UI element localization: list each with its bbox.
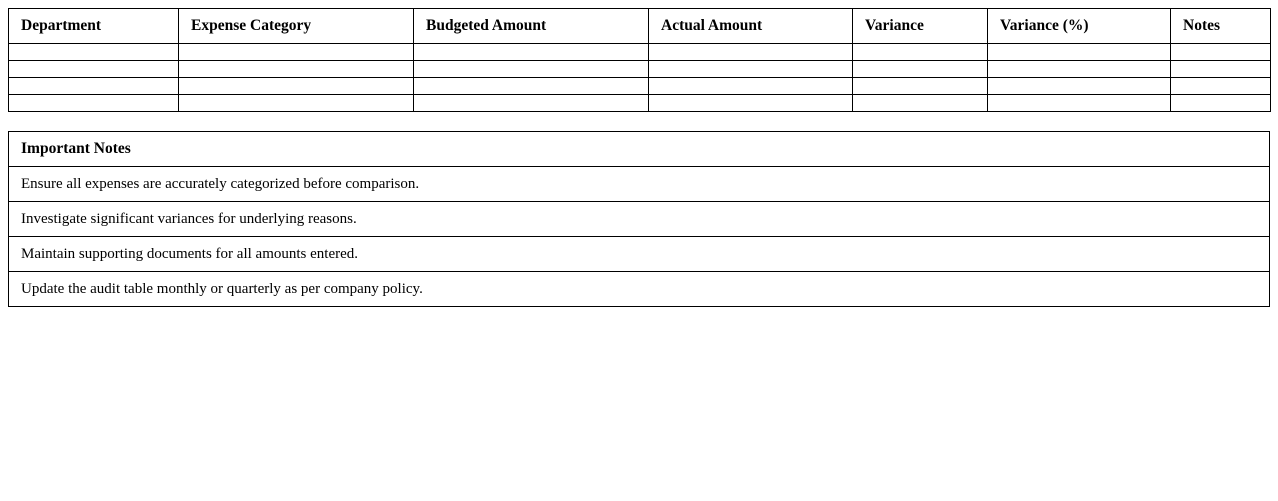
- notes-row: [9, 272, 1270, 307]
- table-cell: [649, 44, 853, 61]
- table-cell: [9, 78, 179, 95]
- notes-row: [9, 202, 1270, 237]
- expense-audit-table: [8, 8, 1271, 112]
- notes-row: [9, 237, 1270, 272]
- note-item: Ensure all expenses are accurately categorized before comparison.: [9, 167, 1270, 202]
- table-cell: [649, 95, 853, 112]
- table-cell: [649, 78, 853, 95]
- table-cell: [988, 61, 1171, 78]
- header-variance: Variance: [853, 9, 988, 44]
- table-cell: [9, 44, 179, 61]
- note-item: Maintain supporting documents for all amounts entered.: [9, 237, 1270, 272]
- table-cell: [414, 61, 649, 78]
- header-notes: Notes: [1171, 9, 1271, 44]
- table-cell: [853, 61, 988, 78]
- table-row: [9, 44, 1271, 61]
- header-actual-amount: Actual Amount: [649, 9, 853, 44]
- header-variance-percent: Variance (%): [988, 9, 1171, 44]
- table-cell: [988, 78, 1171, 95]
- header-expense-category: Expense Category: [179, 9, 414, 44]
- table-cell: [853, 78, 988, 95]
- table-cell: [179, 61, 414, 78]
- table-cell: [179, 44, 414, 61]
- table-cell: [414, 44, 649, 61]
- notes-row: [9, 167, 1270, 202]
- table-cell: [179, 78, 414, 95]
- header-budgeted-amount: Budgeted Amount: [414, 9, 649, 44]
- table-cell: [179, 95, 414, 112]
- header-department: Department: [9, 9, 179, 44]
- page-content: [8, 8, 1270, 307]
- table-cell: [988, 44, 1171, 61]
- table-cell: [1171, 78, 1271, 95]
- table-header-row: [9, 9, 1271, 44]
- table-row: [9, 78, 1271, 95]
- table-cell: [853, 44, 988, 61]
- notes-header-row: [9, 132, 1270, 167]
- table-cell: [853, 95, 988, 112]
- table-row: [9, 61, 1271, 78]
- note-item: Investigate significant variances for underlying reasons.: [9, 202, 1270, 237]
- note-item: Update the audit table monthly or quarterly as per company policy.: [9, 272, 1270, 307]
- table-cell: [1171, 61, 1271, 78]
- table-cell: [988, 95, 1171, 112]
- table-cell: [1171, 44, 1271, 61]
- table-cell: [1171, 95, 1271, 112]
- table-row: [9, 95, 1271, 112]
- table-cell: [9, 61, 179, 78]
- notes-title: Important Notes: [9, 132, 1270, 167]
- table-cell: [9, 95, 179, 112]
- table-cell: [414, 95, 649, 112]
- table-cell: [414, 78, 649, 95]
- important-notes-table: [8, 131, 1270, 307]
- table-cell: [649, 61, 853, 78]
